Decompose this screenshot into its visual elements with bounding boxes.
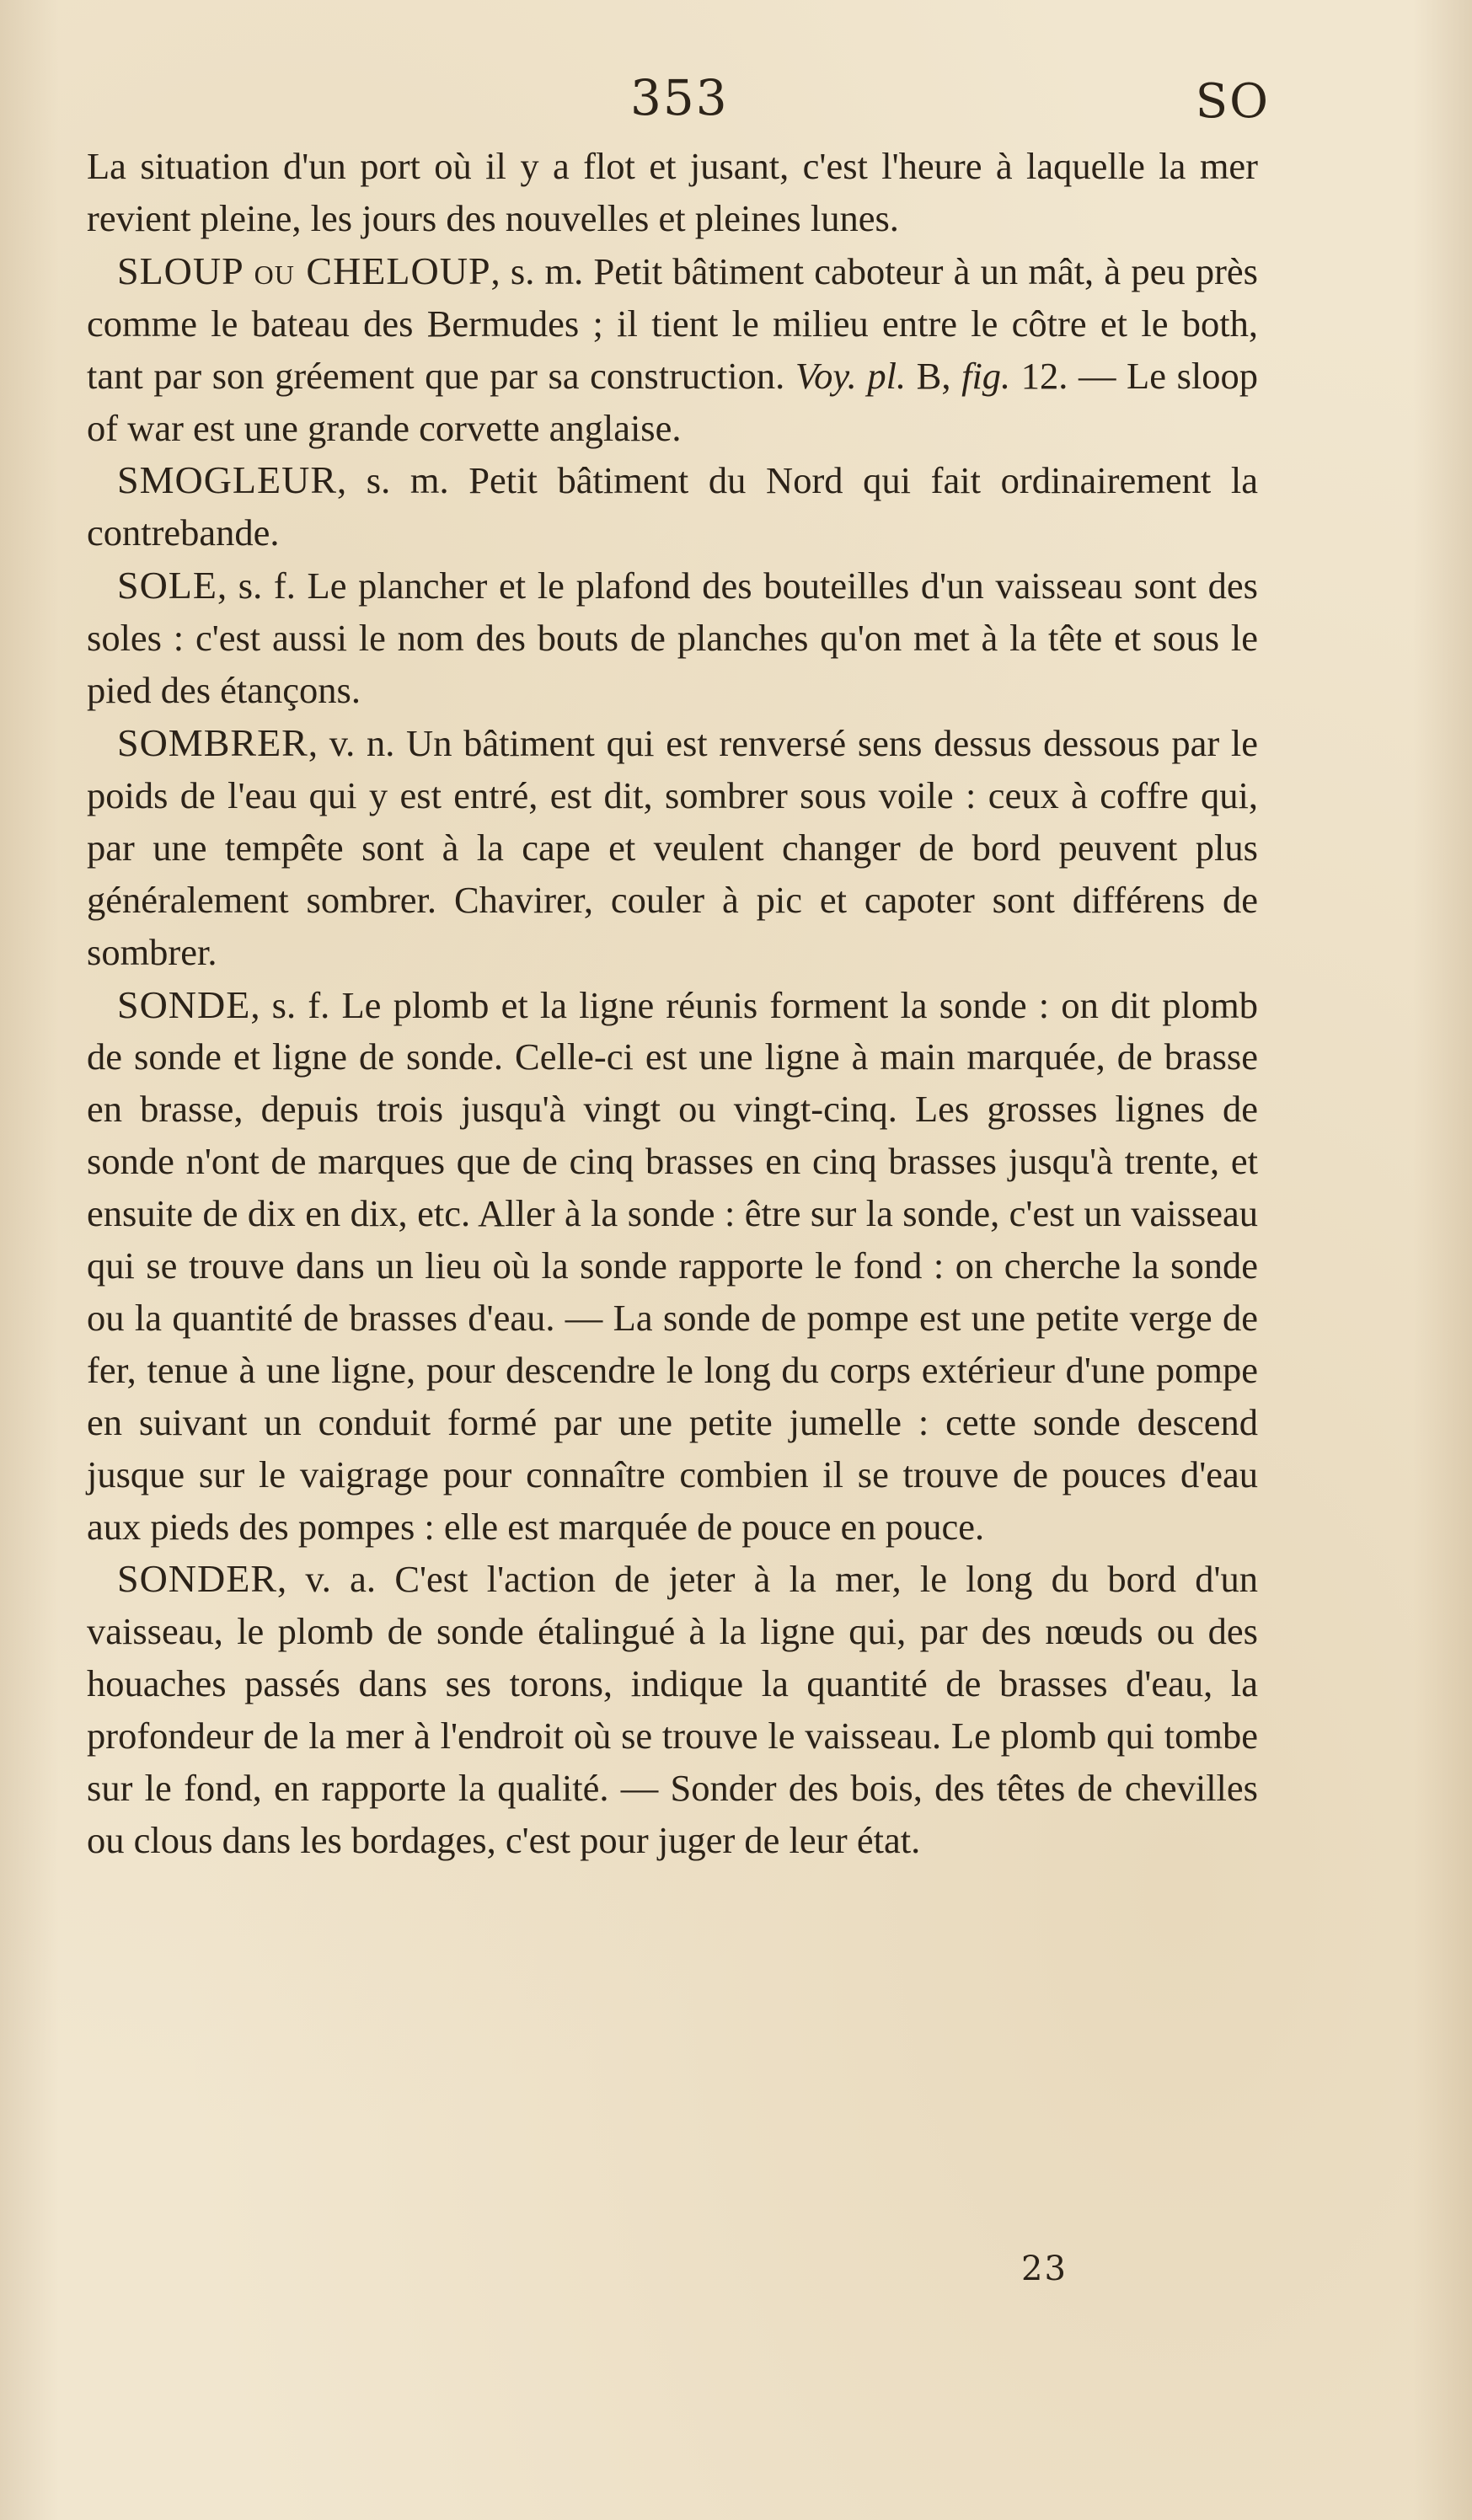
entry-term: SOLE xyxy=(117,564,217,607)
running-header xyxy=(0,69,1472,136)
entry-sonde xyxy=(87,979,1258,1554)
plate-letter: B, xyxy=(906,354,962,397)
entry-sombrer xyxy=(87,717,1258,979)
figure-reference: fig. xyxy=(961,354,1011,397)
entry-body: , v. a. C'est l'action de jeter à la mer, le long du bord d'un vaisseau, le plomb de sonde étalingué à la ligne qui, par des nœuds ou des houaches passés dans ses torons, indique la quantité de brasses d'eau, la profondeur de la mer à l'endroit où se trouve le vaisseau. Le plomb qui tombe sur le fond, en rapporte la qualité. — Sonder des bois, des têtes de chevilles ou clous dans les bordages, c'est pour juger de leur état. xyxy=(87,1558,1258,1861)
entry-term: SONDER xyxy=(117,1557,278,1601)
entry-tail: 12. — Le sloop of war est une grande corvette anglaise. xyxy=(87,354,1259,449)
entry-sloup xyxy=(87,245,1258,455)
entry-smogleur xyxy=(87,454,1258,559)
entry-term: SLOUP ou CHELOUP xyxy=(117,249,491,292)
entry-term: SOMBRER xyxy=(117,720,308,764)
plate-reference: Voy. pl. xyxy=(795,354,907,397)
page-number: 353 xyxy=(630,69,729,126)
entry-body: , s. m. Petit bâtiment du Nord qui fait ordinairement la contrebande. xyxy=(87,459,1258,554)
entry-term: SMOGLEUR xyxy=(117,458,338,502)
section-letters: SO xyxy=(1195,74,1270,129)
entry-body: , s. m. Petit bâtiment caboteur à un mât, à peu près comme le bateau des Bermudes ; il tient le milieu entre le côtre et le both, tant par son gréement que par sa construction. xyxy=(87,249,1258,397)
entry-body: La situation d'un port où il y a flot et jusant, c'est l'heure à laquelle la mer revient pleine, les jours des nouvelles et pleines lunes. xyxy=(87,145,1258,239)
signature-mark: 23 xyxy=(1021,2250,1068,2288)
entry-sole xyxy=(87,559,1258,717)
entry-body: , s. f. Le plomb et la ligne réunis forment la sonde : on dit plomb de sonde et ligne de sonde. Celle-ci est une ligne à main marquée, de brasse en brasse, depuis trois jusqu'à vingt ou vingt-cinq. Les grosses lignes de sonde n'ont de marques que de cinq brasses en cinq brasses jusqu'à trente, et ensuite de dix en dix, etc. Aller à la sonde : être sur la sonde, c'est un vaisseau qui se trouve dans un lieu où la sonde rapporte le fond : on cherche la sonde ou la quantité de brasses d'eau. — La sonde de pompe est une petite verge de fer, tenue à une ligne, pour descendre le long du corps extérieur d'une pompe en suivant un conduit formé par une petite jumelle : cette sonde descend jusque sur le vaigrage pour connaître combien il se trouve de pouces d'eau aux pieds des pompes : elle est marquée de pouce en pouce. xyxy=(87,983,1258,1548)
entry-body: , v. n. Un bâtiment qui est renversé sens dessus dessous par le poids de l'eau qui y est entré, est dit, sombrer sous voile : ceux à coffre qui, par une tempête sont à la cape et veulent changer de bord peuvent plus généralement sombrer. Chavirer, couler à pic et capoter sont différens de sombrer. xyxy=(87,721,1258,973)
entry-body: , s. f. Le plancher et le plafond des bouteilles d'un vaisseau sont des soles : c'est aussi le nom des bouts de planches qu'on met à la tête et sous le pied des étançons. xyxy=(87,564,1258,712)
dictionary-text xyxy=(87,141,1258,1867)
entry-continuation xyxy=(87,141,1258,245)
entry-term: SONDE xyxy=(117,982,251,1026)
entry-sonder xyxy=(87,1553,1258,1866)
